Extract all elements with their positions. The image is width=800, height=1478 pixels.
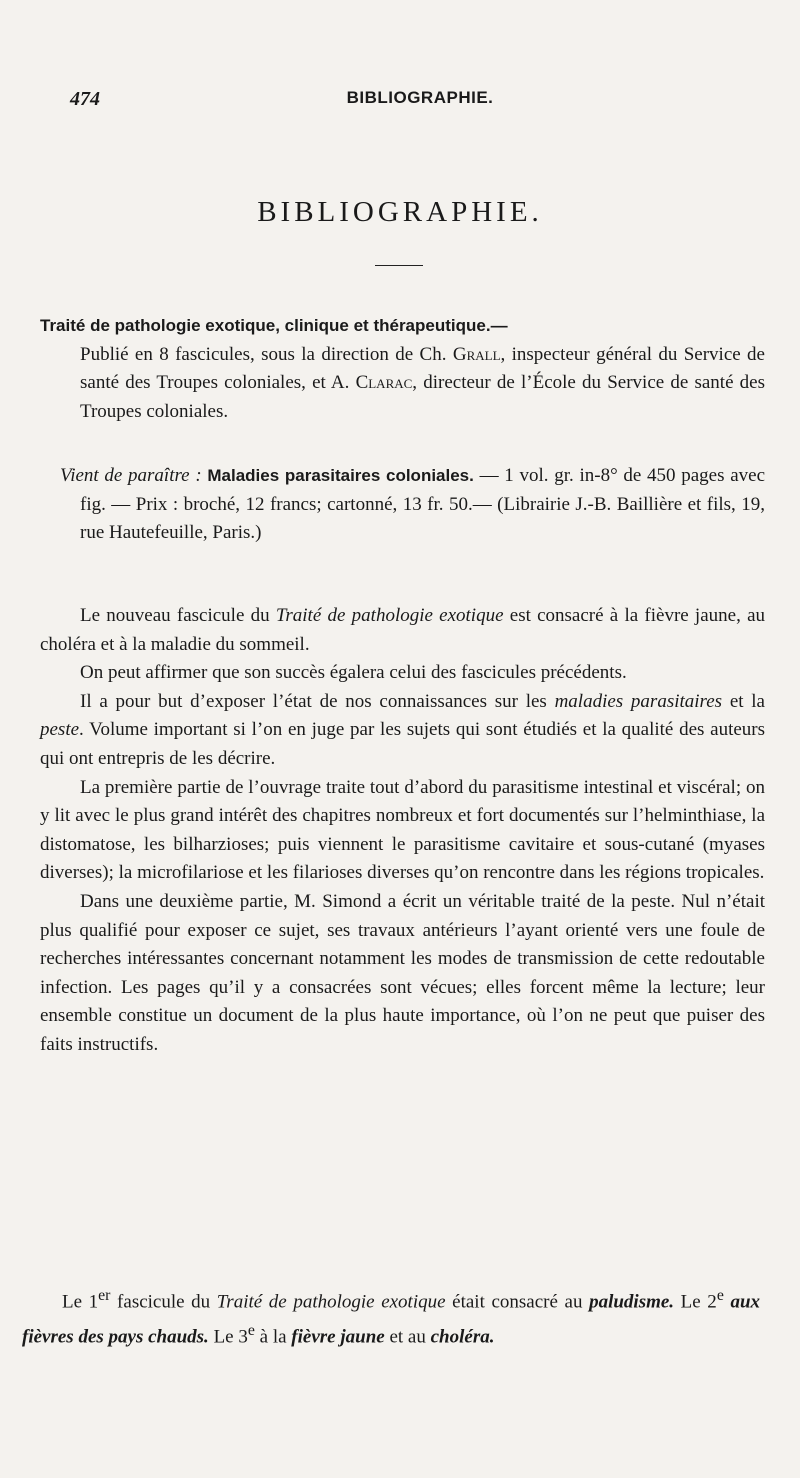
paragraph-1 (40, 602, 765, 659)
fn-paludisme: paludisme. (589, 1291, 675, 1313)
volume-details: — 1 vol. gr. in-8° de 450 pages avec fig. — Prix : broché, 12 francs; cartonné, 13 fr. 50.— (Librairie J.-B. Baillière et fils, 19, rue Hautefeuille, Paris.) (80, 465, 766, 544)
volume-title: Maladies parasitaires coloniales. (207, 466, 474, 485)
fn-e: Le 2 (674, 1291, 717, 1313)
fn-fievres: aux fièvres des pays chauds. (22, 1291, 761, 1348)
footnote (22, 1282, 760, 1352)
p3-text-c: . Volume important si l’on en juge par les sujets qui sont étudiés et la qualité des auteurs qui ont entrepris de les décrire. (40, 719, 765, 769)
p1-work-title: Traité de pathologie exotique (275, 605, 504, 626)
title-rule (375, 265, 423, 266)
fn-g: Le 3 (208, 1326, 248, 1348)
announcement-lead: Vient de paraître : (60, 465, 202, 486)
announcement (40, 462, 765, 548)
running-head (70, 88, 770, 118)
p3-em-2: peste (40, 719, 80, 741)
running-title: BIBLIOGRAPHIE. (346, 88, 494, 107)
publication-text: Publié en 8 fascicules, sous la direction de Ch. (80, 343, 453, 365)
fn-c: était consacré au (445, 1291, 590, 1313)
fn-a: Le 1 (62, 1291, 99, 1313)
p3-text-a: Il a pour but d’exposer l’état de nos connaissances sur les (80, 690, 555, 712)
editor-clarac: Clarac (355, 372, 413, 394)
entry-citation (40, 312, 765, 426)
p1-text-a: Le nouveau fascicule du (80, 605, 276, 626)
fn-j: et au (384, 1326, 431, 1348)
fn-a-sup: er (98, 1287, 111, 1304)
publication-text-2: , inspecteur général du Service de santé des Troupes coloniales, et A. (80, 343, 765, 394)
fn-b: fascicule du (110, 1291, 217, 1313)
p3-em-1: maladies parasitaires (554, 690, 723, 712)
paragraph-2: On peut affirmer que son succès égalera celui des fascicules précédents. (80, 662, 627, 684)
fn-g-sup: e (247, 1321, 255, 1339)
editor-grall: Grall (452, 343, 501, 365)
paragraph-3 (40, 688, 765, 774)
section-title: BIBLIOGRAPHIE. (257, 196, 543, 228)
page-number: 474 (70, 88, 100, 110)
fn-fievre-jaune: fièvre jaune (291, 1326, 385, 1348)
fn-e-sup: e (716, 1287, 724, 1304)
announcement-block (40, 462, 765, 548)
fn-h: à la (254, 1326, 292, 1348)
p1-text-b: est consacré à la fièvre jaune, au choléra et à la maladie du sommeil. (40, 605, 765, 655)
fn-cholera: choléra. (430, 1326, 495, 1348)
fn-work-title: Traité de pathologie exotique (216, 1291, 446, 1313)
entry-block (40, 312, 765, 426)
paragraph-5: Dans une deuxième partie, M. Simond a écrit un véritable traité de la peste. Nul n’était plus qualifié pour exposer ce sujet, ses travaux antérieurs l’ayant orienté vers une foule de recherches intéressantes concernant notamment les modes de transmission de cette redoutable infection. Les pages qu’il y a consacrées sont vécues; elles forcent même la lecture; leur ensemble constitue un document de la plus haute importance, où l’on ne peut que puiser des faits instructifs. (40, 890, 765, 1055)
paragraph-4: La première partie de l’ouvrage traite tout d’abord du parasitisme intestinal et viscéral; on y lit avec le plus grand intérêt des chapitres nombreux et fort documentés sur l’helminthiase, la distomatose, les bilharzioses; puis viennent le parasitisme cavitaire et sous-cutané (myases diverses); la microfilariose et les filarioses diverses qu’on rencontre dans les régions tropicales. (40, 776, 765, 884)
publication-text-3: , directeur de l’École du Service de santé des Troupes coloniales. (80, 372, 765, 422)
p3-text-b: et la (722, 690, 765, 712)
review-body (40, 602, 765, 1060)
entry-title: Traité de pathologie exotique, clinique et thérapeutique.— (40, 316, 508, 335)
